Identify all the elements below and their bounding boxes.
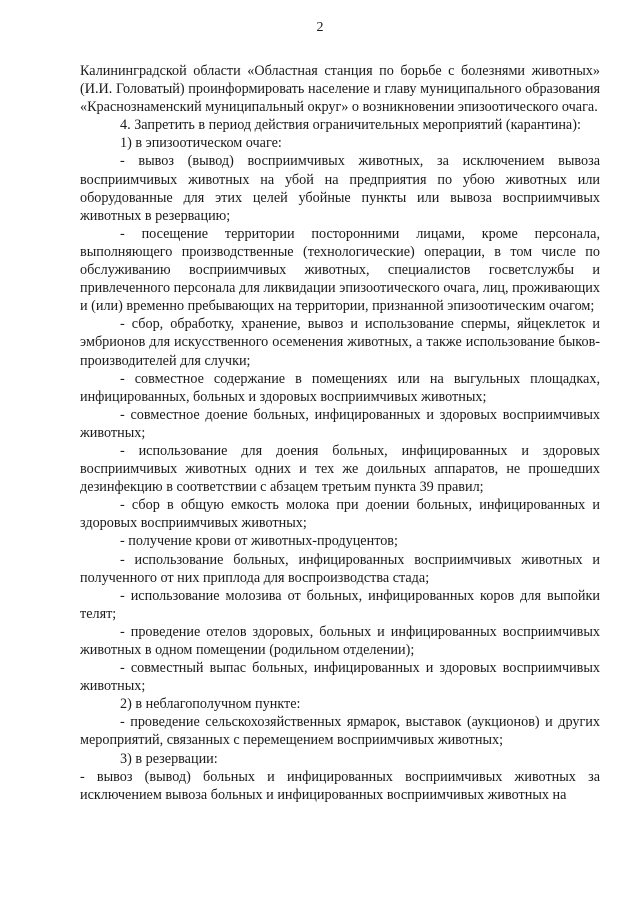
paragraph: - проведение сельскохозяйственных ярмарок, выставок (аукционов) и других мероприятий, связанных с перемещением восприимчивых животных; <box>80 714 600 749</box>
paragraph: - совместный выпас больных, инфицированных и здоровых восприимчивых животных; <box>80 660 600 695</box>
document-body <box>80 62 600 804</box>
paragraph: 4. Запретить в период действия ограничительных мероприятий (карантина): <box>120 117 581 134</box>
paragraph: - использование молозива от больных, инфицированных коров для выпойки телят; <box>80 587 600 622</box>
paragraph: - совместное содержание в помещениях или на выгульных площадках, инфицированных, больных и здоровых восприимчивых животных; <box>80 370 600 405</box>
paragraph: - получение крови от животных-продуцентов; <box>120 533 398 550</box>
paragraph: Калининградской области «Областная станция по борьбе с болезнями животных» (И.И. Головатый) проинформировать население и главу муниципального образования «Краснознаменский муниципальный округ» о возникновении эпизоотического очага. <box>80 63 600 116</box>
paragraph: 2) в неблагополучном пункте: <box>120 696 301 713</box>
paragraph: - использование больных, инфицированных восприимчивых животных и полученного от них приплода для воспроизводства стада; <box>80 551 600 586</box>
paragraph: - использование для доения больных, инфицированных и здоровых восприимчивых животных одних и тех же доильных аппаратов, не прошедших дезинфекцию в соответствии с абзацем третьим пункта 39 правил; <box>80 442 600 496</box>
paragraph: 1) в эпизоотическом очаге: <box>120 135 282 152</box>
paragraph: - вывоз (вывод) восприимчивых животных, за исключением вывоза восприимчивых животных на убой на предприятия по убою животных или оборудованные для этих целей убойные пункты или вывоза восприимчивых животных в резервацию; <box>80 153 600 224</box>
paragraph: - сбор, обработку, хранение, вывоз и использование спермы, яйцеклеток и эмбрионов для искусственного осеменения животных, а также использование быков-производителей для случки; <box>80 316 600 369</box>
paragraph: 3) в резервации: <box>120 750 218 767</box>
paragraph: - совместное доение больных, инфицированных и здоровых восприимчивых животных; <box>80 406 600 441</box>
paragraph: - вывоз (вывод) больных и инфицированных восприимчивых животных за исключением вывоза больных и инфицированных восприимчивых животных на <box>80 768 600 803</box>
paragraph: - сбор в общую емкость молока при доении больных, инфицированных и здоровых восприимчивых животных; <box>80 497 600 532</box>
page-number: 2 <box>316 20 324 35</box>
paragraph: - проведение отелов здоровых, больных и инфицированных восприимчивых животных в одном помещении (родильном отделении); <box>80 623 600 658</box>
paragraph: - посещение территории посторонними лицами, кроме персонала, выполняющего производственные (технологические) операции, в том числе по обслуживанию восприимчивых животных, специалистов госветслужбы и привлеченного персонала для ликвидации эпизоотического очага, лиц, проживающих и (или) временно пребывающих на территории, признанной эпизоотическим очагом; <box>80 225 600 315</box>
